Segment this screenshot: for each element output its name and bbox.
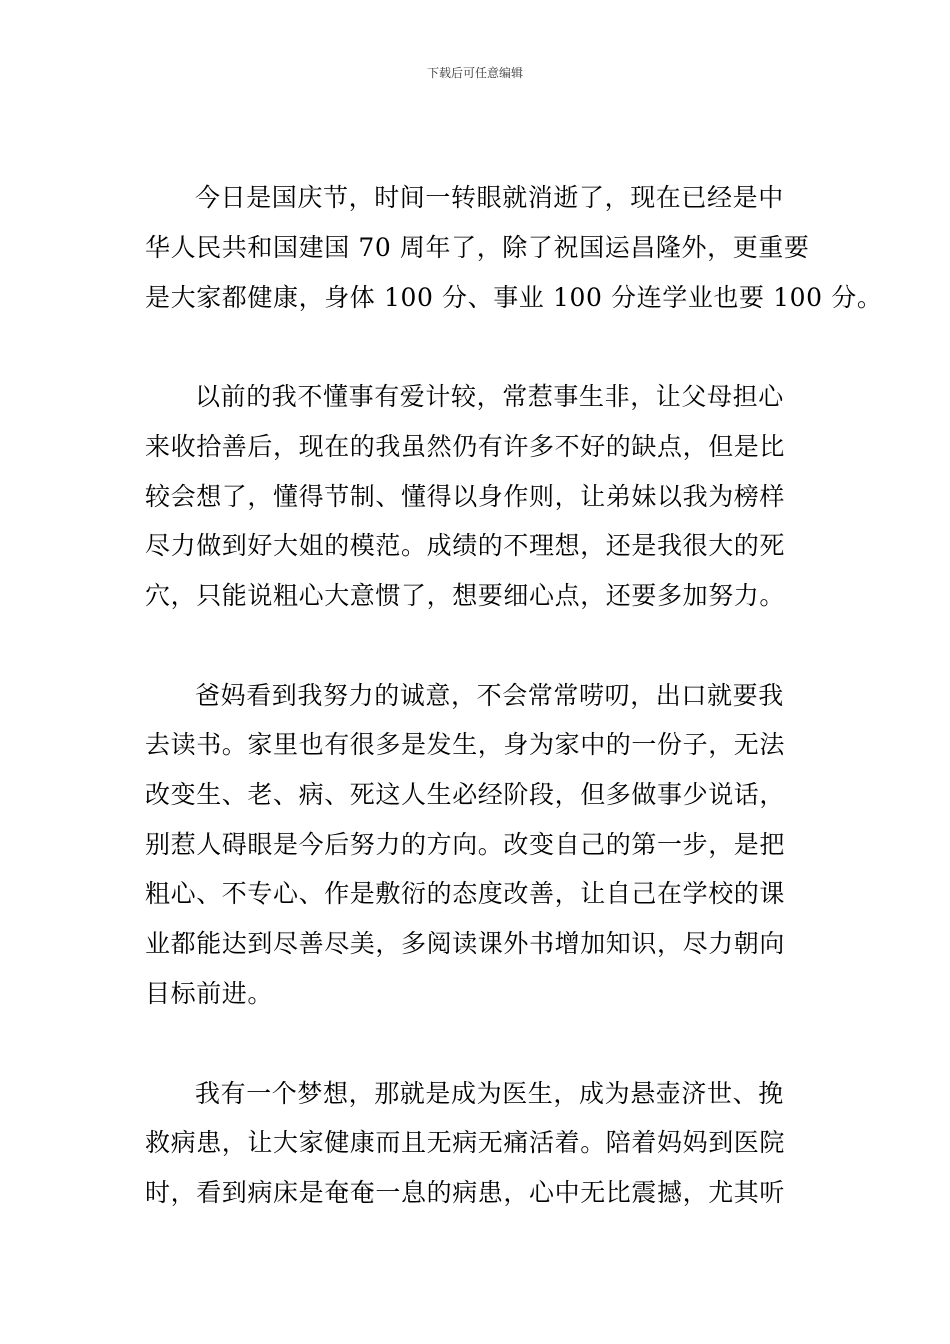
paragraph-line: 来收拾善后，现在的我虽然仍有许多不好的缺点，但是比 [145, 432, 786, 461]
paragraph-line: 较会想了，懂得节制、懂得以身作则，让弟妹以我为榜样 [145, 482, 786, 511]
paragraph-line: 业都能达到尽善尽美，多阅读课外书增加知识，尽力朝向 [145, 929, 786, 958]
paragraph-line: 穴，只能说粗心大意惯了，想要细心点，还要多加努力。 [145, 581, 786, 610]
paragraph-line: 以前的我不懂事有爱计较，常惹事生非，让父母担心 [195, 382, 784, 411]
paragraph-line: 去读书。家里也有很多是发生，身为家中的一份子，无法 [145, 730, 786, 759]
paragraph-line: 救病患，让大家健康而且无病无痛活着。陪着妈妈到医院 [145, 1128, 786, 1157]
paragraph-line: 华人民共和国建国 70 周年了，除了祝国运昌隆外，更重要 [145, 233, 810, 262]
paragraph-line: 改变生、老、病、死这人生必经阶段，但多做事少说话， [145, 780, 786, 809]
paragraph-line: 粗心、不专心、作是敷衍的态度改善，让自己在学校的课 [145, 879, 786, 908]
paragraph-line: 别惹人碍眼是今后努力的方向。改变自己的第一步，是把 [145, 830, 786, 859]
paragraph-line: 时，看到病床是奄奄一息的病患，心中无比震撼，尤其听 [145, 1178, 786, 1207]
paragraph-line: 我有一个梦想，那就是成为医生，成为悬壶济世、挽 [195, 1079, 784, 1108]
page-header: 下载后可任意编辑 [426, 66, 523, 80]
paragraph-line: 是大家都健康，身体 100 分、事业 100 分连学业也要 100 分。 [145, 283, 883, 312]
paragraph-line: 尽力做到好大姐的模范。成绩的不理想，还是我很大的死 [145, 531, 786, 560]
paragraph-line: 爸妈看到我努力的诚意，不会常常唠叨，出口就要我 [195, 681, 784, 710]
paragraph-line: 今日是国庆节，时间一转眼就消逝了，现在已经是中 [195, 183, 784, 212]
paragraph-line: 目标前进。 [145, 979, 274, 1008]
